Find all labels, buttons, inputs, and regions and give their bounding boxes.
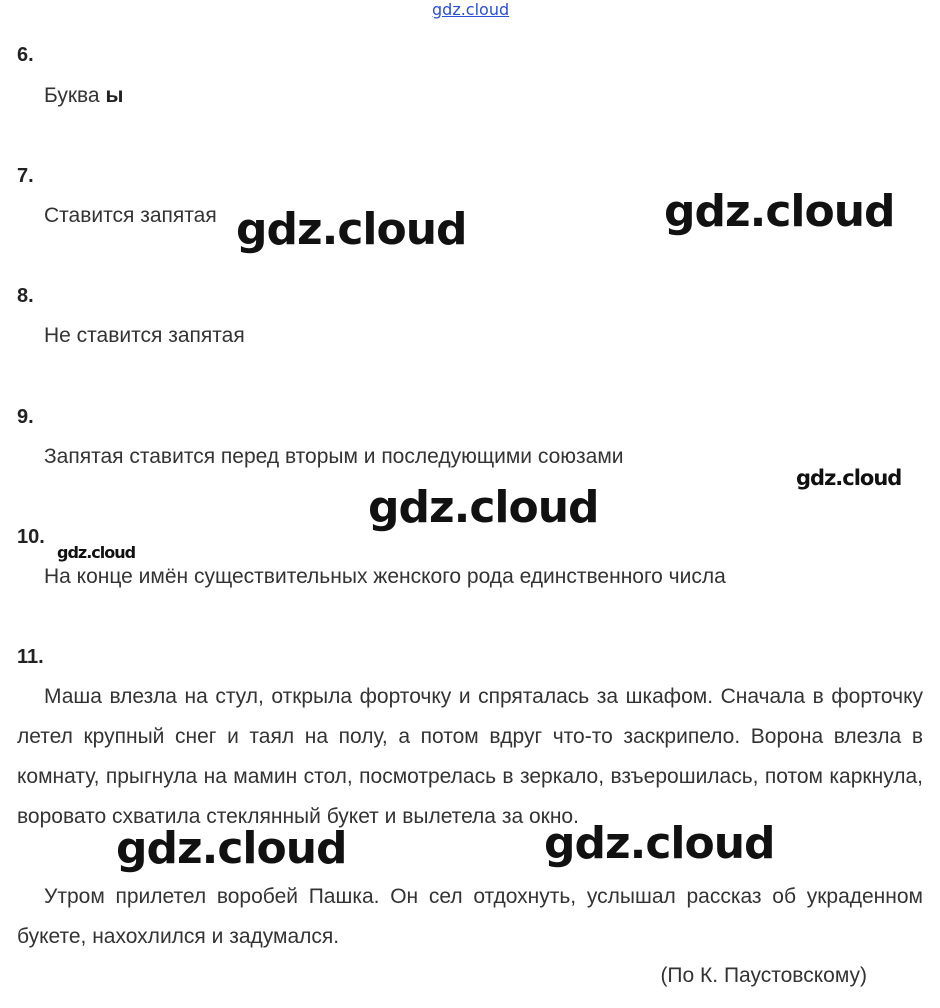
item-answer-9: Запятая ставится перед вторым и последующими союзами — [44, 445, 624, 468]
item-answer-7: Ставится запятая — [44, 204, 217, 227]
watermark: gdz.cloud — [236, 204, 467, 255]
text-source: (По К. Паустовскому) — [660, 964, 867, 987]
text-paragraph-1: Маша влезла на стул, открыла форточку и спряталась за шкафом. Сначала в форточку летел крупный снег и таял на полу, а потом вдруг что-то заскрипело. Ворона влезла в комнату, прыгнула на мамин стол, посмотрелась в зеркало, взъерошилась, потом каркнула, воровато схватила стеклянный букет и вылетела за окно. — [17, 685, 923, 828]
item-number-6: 6. — [17, 44, 34, 66]
watermark: gdz.cloud — [544, 818, 775, 869]
item-answer-8: Не ставится запятая — [44, 324, 245, 347]
watermark: gdz.cloud — [116, 823, 347, 874]
item-number-11: 11. — [17, 646, 44, 668]
item-number-7: 7. — [17, 165, 34, 187]
watermark: gdz.cloud — [57, 543, 136, 562]
item-answer-6 — [44, 84, 123, 108]
item-number-10: 10. — [17, 526, 45, 548]
watermark: gdz.cloud — [796, 466, 902, 490]
item-answer-10: На конце имён существительных женского рода единственного числа — [44, 565, 726, 588]
text-paragraph-2: Утром прилетел воробей Пашка. Он сел отдохнуть, услышал рассказ об украденном букете, нахохлился и задумался. — [17, 885, 923, 948]
answer-bold-letter: ы — [105, 84, 124, 107]
watermark: gdz.cloud — [664, 186, 895, 237]
answer-plain-text: Буква — [44, 84, 106, 107]
header-watermark: gdz.cloud — [432, 0, 510, 19]
watermark: gdz.cloud — [368, 482, 599, 533]
item-number-9: 9. — [17, 406, 34, 428]
item-number-8: 8. — [17, 285, 34, 307]
